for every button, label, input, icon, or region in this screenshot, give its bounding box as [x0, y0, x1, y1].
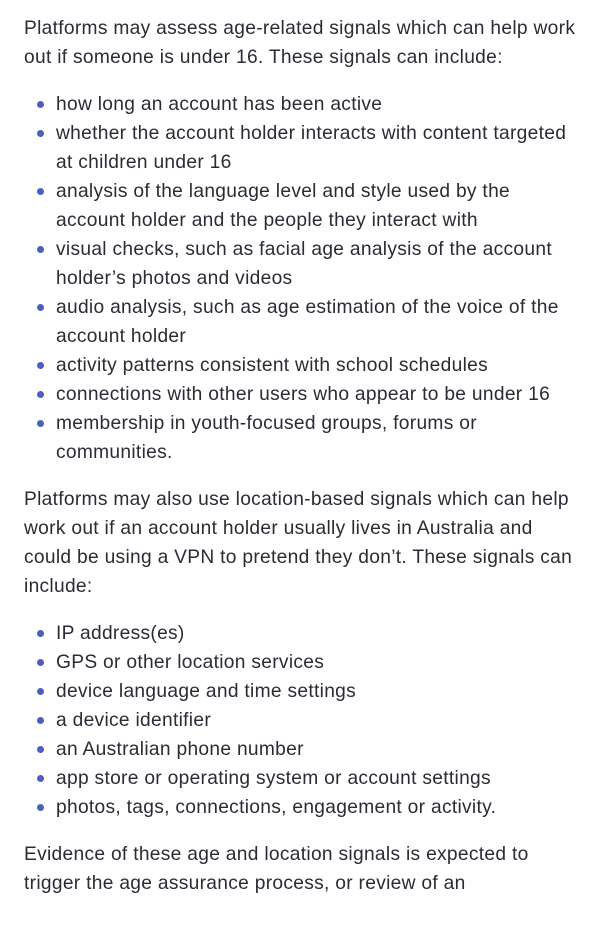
age-signals-intro: Platforms may assess age-related signals which can help work out if someone is under 16. These signals can include:: [24, 18, 576, 68]
bullet-icon: [37, 717, 44, 724]
age-signals-list: [24, 90, 581, 467]
list-item: [56, 793, 581, 822]
list-item-text: an Australian phone number: [56, 739, 304, 760]
bullet-icon: [37, 101, 44, 108]
bullet-icon: [37, 246, 44, 253]
bullet-icon: [37, 130, 44, 137]
location-signals-intro: Platforms may also use location-based signals which can help work out if an account holder usually lives in Australia and could be using a VPN to pretend they don’t. These signals can include:: [24, 489, 573, 597]
list-item: [56, 409, 581, 467]
bullet-icon: [37, 775, 44, 782]
evidence-paragraph: Evidence of these age and location signals is expected to trigger the age assurance process, or review of an: [24, 844, 529, 894]
bullet-icon: [37, 420, 44, 427]
bullet-icon: [37, 304, 44, 311]
list-item-text: connections with other users who appear to be under 16: [56, 384, 551, 405]
list-item: [56, 235, 581, 293]
location-signals-list: [24, 619, 581, 822]
list-item-text: analysis of the language level and style used by the account holder and the people they interact with: [56, 181, 511, 231]
bullet-icon: [37, 630, 44, 637]
list-item-text: device language and time settings: [56, 681, 357, 702]
bullet-icon: [37, 688, 44, 695]
list-item-text: GPS or other location services: [56, 652, 325, 673]
list-item-text: how long an account has been active: [56, 94, 383, 115]
bullet-icon: [37, 391, 44, 398]
list-item: [56, 619, 581, 648]
list-item: [56, 735, 581, 764]
bullet-icon: [37, 188, 44, 195]
list-item: [56, 380, 581, 409]
list-item-text: app store or operating system or account settings: [56, 768, 491, 789]
list-item: [56, 648, 581, 677]
list-item: [56, 177, 581, 235]
list-item: [56, 351, 581, 380]
list-item: [56, 677, 581, 706]
list-item-text: membership in youth-focused groups, forums or communities.: [56, 413, 477, 463]
list-item: [56, 764, 581, 793]
bullet-icon: [37, 362, 44, 369]
bullet-icon: [37, 746, 44, 753]
bullet-icon: [37, 804, 44, 811]
list-item-text: IP address(es): [56, 623, 185, 644]
bullet-icon: [37, 659, 44, 666]
list-item-text: photos, tags, connections, engagement or activity.: [56, 797, 497, 818]
list-item-text: a device identifier: [56, 710, 212, 731]
list-item: [56, 706, 581, 735]
list-item-text: activity patterns consistent with school schedules: [56, 355, 488, 376]
list-item: [56, 90, 581, 119]
list-item-text: visual checks, such as facial age analysis of the account holder’s photos and videos: [56, 239, 552, 289]
list-item-text: whether the account holder interacts with content targeted at children under 16: [56, 123, 567, 173]
list-item: [56, 293, 581, 351]
list-item-text: audio analysis, such as age estimation of the voice of the account holder: [56, 297, 559, 347]
list-item: [56, 119, 581, 177]
